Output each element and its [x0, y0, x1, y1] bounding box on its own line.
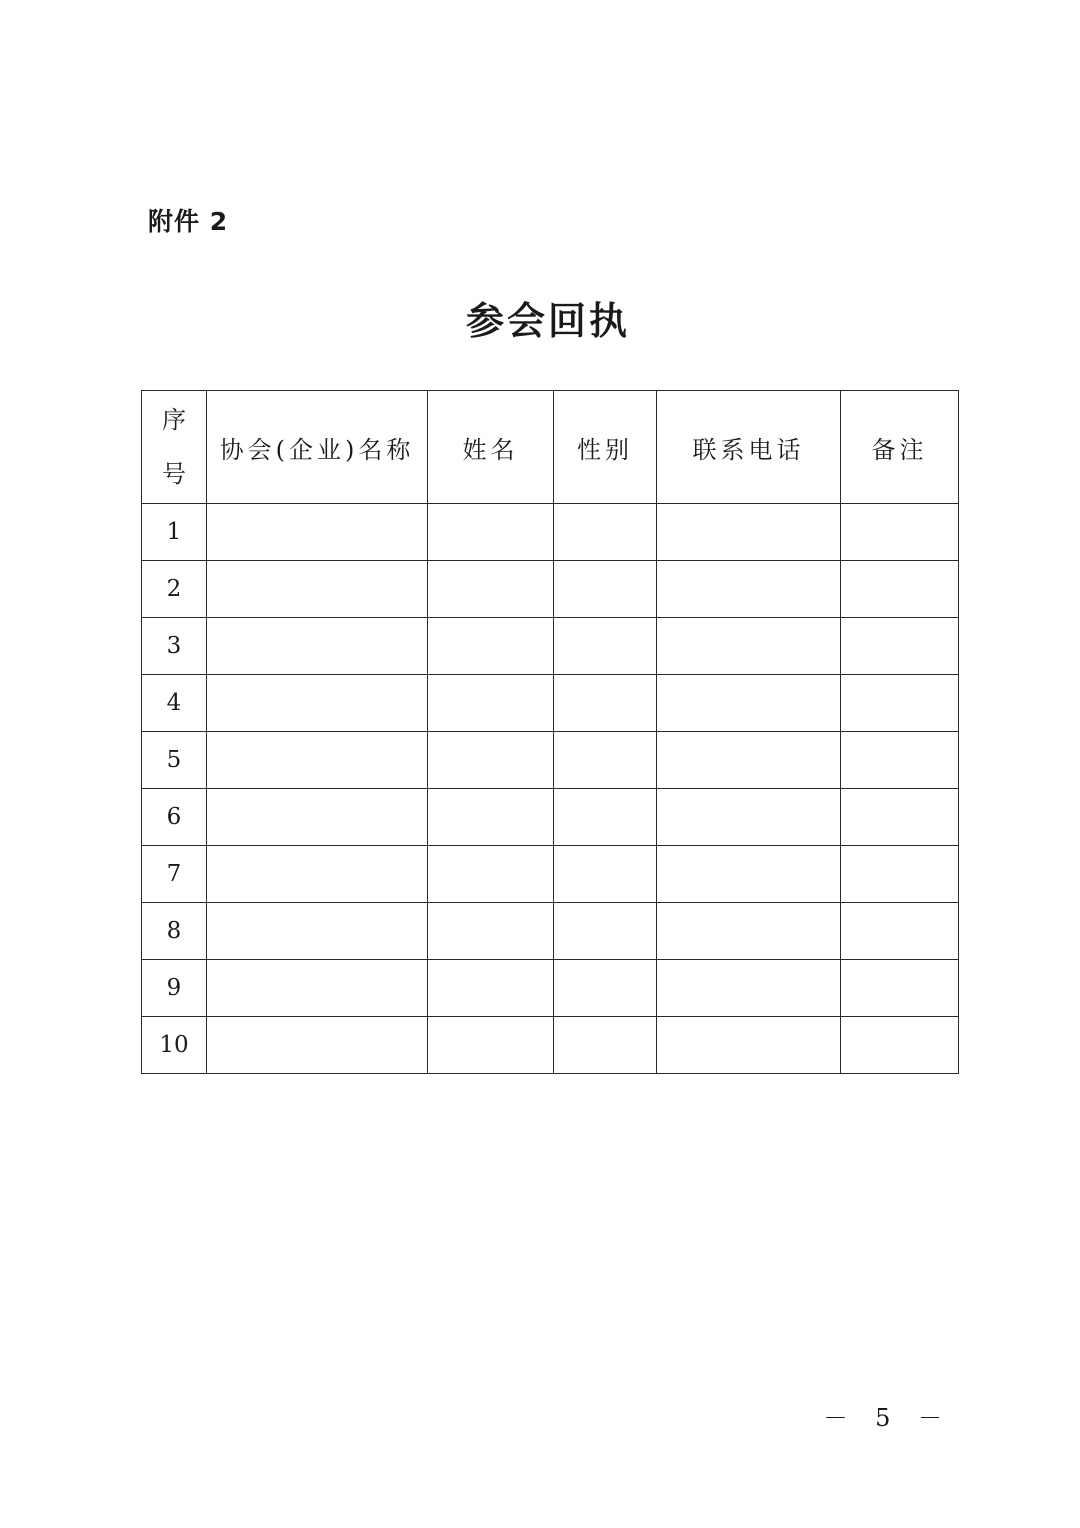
table-row: [142, 903, 959, 960]
cell-org-name[interactable]: [207, 846, 428, 903]
cell-gender[interactable]: [554, 789, 657, 846]
cell-phone[interactable]: [657, 561, 841, 618]
header-seq-line1: 序: [162, 406, 186, 434]
cell-gender[interactable]: [554, 960, 657, 1017]
cell-remarks[interactable]: [841, 561, 959, 618]
header-seq-line2: 号: [162, 460, 186, 488]
table-row: [142, 846, 959, 903]
table-row: [142, 504, 959, 561]
table-row: [142, 732, 959, 789]
cell-name[interactable]: [428, 675, 554, 732]
table-row: [142, 675, 959, 732]
cell-seq: 1: [142, 504, 207, 561]
cell-name[interactable]: [428, 504, 554, 561]
cell-remarks[interactable]: [841, 504, 959, 561]
table-row: [142, 789, 959, 846]
cell-phone[interactable]: [657, 732, 841, 789]
cell-name[interactable]: [428, 561, 554, 618]
cell-phone[interactable]: [657, 675, 841, 732]
cell-name[interactable]: [428, 789, 554, 846]
cell-name[interactable]: [428, 1017, 554, 1074]
cell-gender[interactable]: [554, 732, 657, 789]
cell-remarks[interactable]: [841, 789, 959, 846]
header-org-name: 协会(企业)名称: [207, 391, 428, 504]
cell-phone[interactable]: [657, 618, 841, 675]
cell-gender[interactable]: [554, 1017, 657, 1074]
header-seq: [142, 391, 207, 504]
cell-org-name[interactable]: [207, 903, 428, 960]
cell-seq: 6: [142, 789, 207, 846]
table-row: [142, 618, 959, 675]
cell-org-name[interactable]: [207, 789, 428, 846]
cell-remarks[interactable]: [841, 675, 959, 732]
registration-table: [141, 390, 959, 1074]
cell-org-name[interactable]: [207, 504, 428, 561]
table-row: [142, 1017, 959, 1074]
table-row: [142, 960, 959, 1017]
header-gender: 性别: [554, 391, 657, 504]
page-title: 参会回执: [465, 299, 630, 343]
cell-seq: 2: [142, 561, 207, 618]
cell-phone[interactable]: [657, 846, 841, 903]
header-remarks: 备注: [841, 391, 959, 504]
cell-name[interactable]: [428, 960, 554, 1017]
table-body: [142, 504, 959, 1074]
cell-name[interactable]: [428, 618, 554, 675]
cell-phone[interactable]: [657, 960, 841, 1017]
cell-phone[interactable]: [657, 903, 841, 960]
cell-org-name[interactable]: [207, 732, 428, 789]
page-number: － 5 －: [823, 1404, 952, 1432]
cell-seq: 4: [142, 675, 207, 732]
cell-name[interactable]: [428, 846, 554, 903]
cell-gender[interactable]: [554, 846, 657, 903]
header-name: 姓名: [428, 391, 554, 504]
cell-remarks[interactable]: [841, 846, 959, 903]
cell-org-name[interactable]: [207, 1017, 428, 1074]
cell-gender[interactable]: [554, 903, 657, 960]
attachment-label: 附件 2: [148, 207, 229, 236]
table-header-row: [142, 391, 959, 504]
cell-org-name[interactable]: [207, 618, 428, 675]
cell-remarks[interactable]: [841, 1017, 959, 1074]
table-row: [142, 561, 959, 618]
cell-remarks[interactable]: [841, 732, 959, 789]
cell-name[interactable]: [428, 903, 554, 960]
cell-gender[interactable]: [554, 561, 657, 618]
cell-phone[interactable]: [657, 504, 841, 561]
cell-phone[interactable]: [657, 789, 841, 846]
cell-name[interactable]: [428, 732, 554, 789]
cell-seq: 3: [142, 618, 207, 675]
cell-gender[interactable]: [554, 618, 657, 675]
header-phone: 联系电话: [657, 391, 841, 504]
cell-remarks[interactable]: [841, 618, 959, 675]
cell-seq: 8: [142, 903, 207, 960]
cell-remarks[interactable]: [841, 960, 959, 1017]
cell-phone[interactable]: [657, 1017, 841, 1074]
cell-org-name[interactable]: [207, 675, 428, 732]
cell-seq: 5: [142, 732, 207, 789]
cell-seq: 10: [142, 1017, 207, 1074]
cell-remarks[interactable]: [841, 903, 959, 960]
cell-seq: 7: [142, 846, 207, 903]
cell-org-name[interactable]: [207, 561, 428, 618]
cell-gender[interactable]: [554, 504, 657, 561]
cell-org-name[interactable]: [207, 960, 428, 1017]
cell-gender[interactable]: [554, 675, 657, 732]
cell-seq: 9: [142, 960, 207, 1017]
